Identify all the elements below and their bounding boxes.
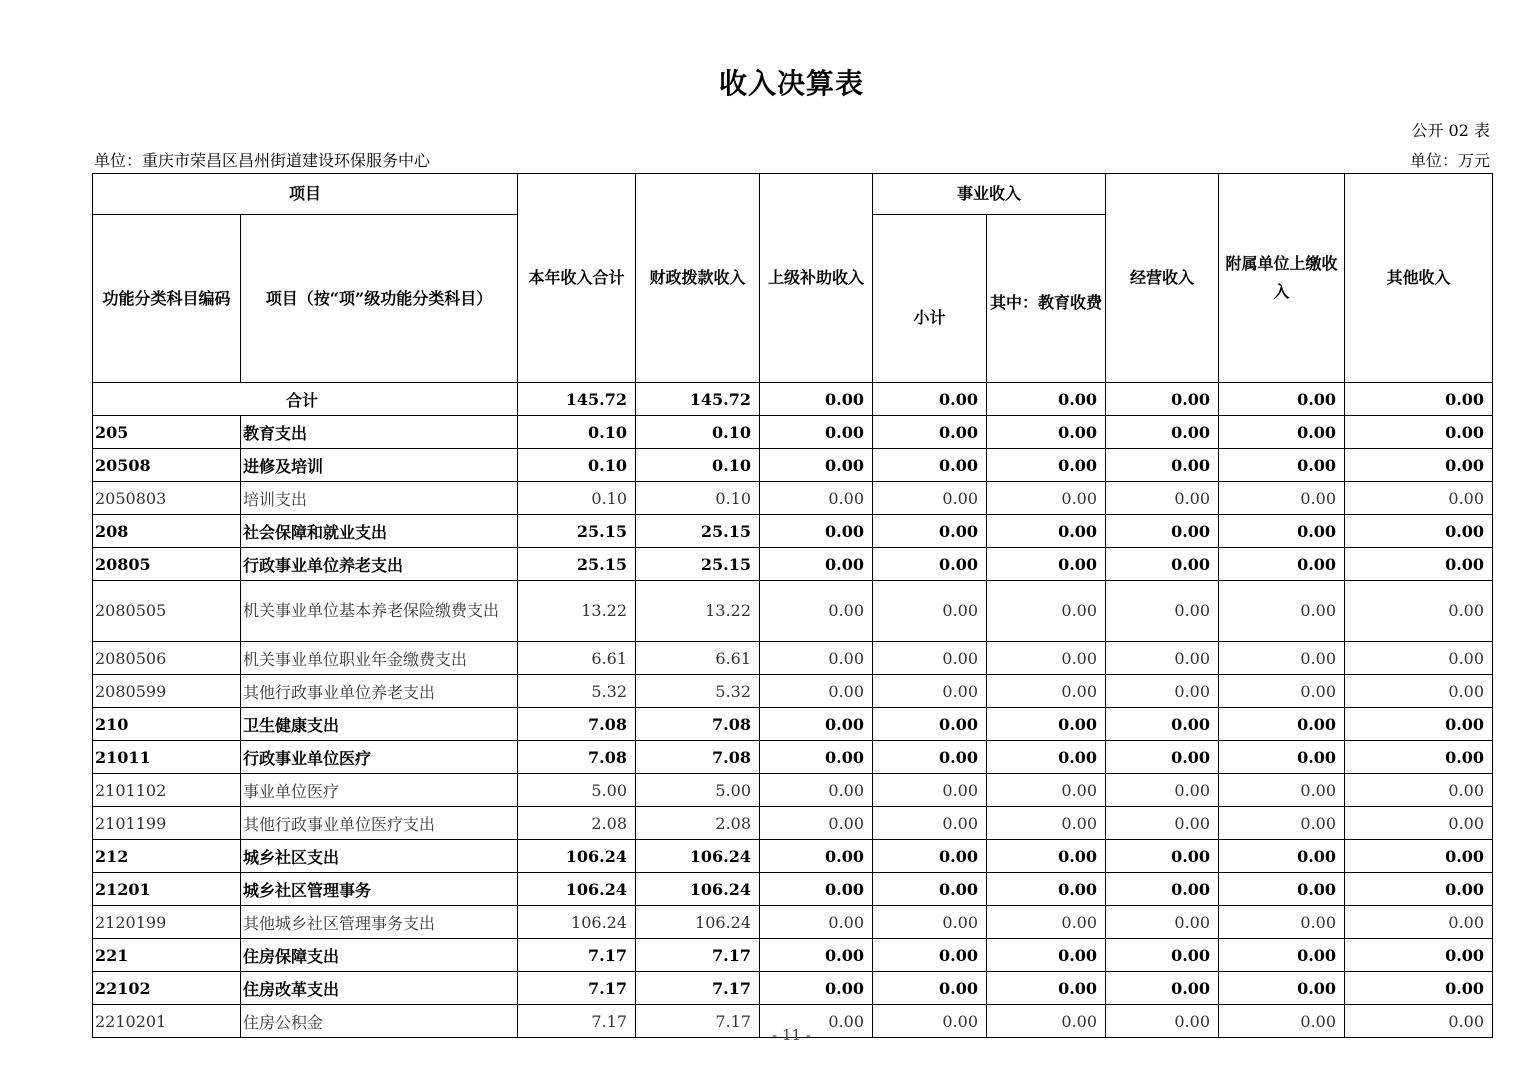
header-education-fees: 其中：教育收费 bbox=[987, 215, 1106, 383]
amount-cell: 0.00 bbox=[987, 449, 1106, 482]
amount-cell: 0.00 bbox=[1106, 708, 1219, 741]
function-name-cell: 住房公积金 bbox=[241, 1005, 518, 1038]
amount-cell: 0.00 bbox=[1106, 741, 1219, 774]
amount-cell: 0.00 bbox=[760, 482, 873, 515]
amount-cell: 0.00 bbox=[760, 939, 873, 972]
amount-cell: 0.00 bbox=[760, 840, 873, 873]
header-other-income: 其他收入 bbox=[1345, 174, 1493, 383]
table-row bbox=[93, 807, 1493, 840]
function-code-cell: 2120199 bbox=[93, 906, 241, 939]
function-code-cell: 212 bbox=[93, 840, 241, 873]
form-number: 公开 02 表 bbox=[1411, 121, 1490, 140]
amount-cell: 0.00 bbox=[987, 741, 1106, 774]
amount-cell: 0.00 bbox=[873, 807, 987, 840]
amount-cell: 13.22 bbox=[636, 581, 760, 642]
amount-cell: 0.00 bbox=[1219, 449, 1345, 482]
amount-cell: 0.00 bbox=[1345, 515, 1493, 548]
amount-cell: 0.00 bbox=[1219, 1005, 1345, 1038]
amount-cell: 0.00 bbox=[760, 581, 873, 642]
amount-cell: 0.00 bbox=[1219, 972, 1345, 1005]
amount-cell: 0.00 bbox=[1345, 708, 1493, 741]
currency-unit: 单位：万元 bbox=[1409, 151, 1490, 170]
table-row bbox=[93, 774, 1493, 807]
amount-cell: 25.15 bbox=[636, 515, 760, 548]
amount-cell: 0.00 bbox=[873, 708, 987, 741]
amount-cell: 0.00 bbox=[760, 774, 873, 807]
amount-cell: 7.08 bbox=[518, 741, 636, 774]
amount-cell: 0.10 bbox=[518, 482, 636, 515]
function-name-cell: 其他城乡社区管理事务支出 bbox=[241, 906, 518, 939]
header-business-income: 事业收入 bbox=[873, 174, 1106, 215]
amount-cell: 2.08 bbox=[518, 807, 636, 840]
table-row bbox=[93, 548, 1493, 581]
function-code-cell: 21011 bbox=[93, 741, 241, 774]
table-row bbox=[93, 642, 1493, 675]
header-operating-income: 经营收入 bbox=[1106, 174, 1219, 383]
amount-cell: 0.00 bbox=[1345, 873, 1493, 906]
amount-cell: 7.08 bbox=[518, 708, 636, 741]
function-name-cell: 行政事业单位医疗 bbox=[241, 741, 518, 774]
amount-cell: 106.24 bbox=[518, 840, 636, 873]
function-code-cell: 21201 bbox=[93, 873, 241, 906]
header-function-code: 功能分类科目编码 bbox=[93, 215, 241, 383]
amount-cell: 0.00 bbox=[987, 548, 1106, 581]
total-cell: 145.72 bbox=[518, 383, 636, 416]
function-code-cell: 20508 bbox=[93, 449, 241, 482]
table-row bbox=[93, 675, 1493, 708]
function-code-cell: 20805 bbox=[93, 548, 241, 581]
function-name-cell: 行政事业单位养老支出 bbox=[241, 548, 518, 581]
amount-cell: 0.00 bbox=[760, 416, 873, 449]
amount-cell: 0.00 bbox=[873, 873, 987, 906]
amount-cell: 6.61 bbox=[518, 642, 636, 675]
amount-cell: 0.00 bbox=[1345, 675, 1493, 708]
function-code-cell: 2080506 bbox=[93, 642, 241, 675]
amount-cell: 0.00 bbox=[987, 873, 1106, 906]
amount-cell: 0.00 bbox=[1106, 416, 1219, 449]
function-code-cell: 2101102 bbox=[93, 774, 241, 807]
amount-cell: 0.00 bbox=[987, 482, 1106, 515]
amount-cell: 7.08 bbox=[636, 741, 760, 774]
amount-cell: 0.10 bbox=[518, 416, 636, 449]
amount-cell: 0.00 bbox=[1106, 939, 1219, 972]
amount-cell: 0.00 bbox=[873, 774, 987, 807]
amount-cell: 0.00 bbox=[1219, 741, 1345, 774]
amount-cell: 0.00 bbox=[873, 416, 987, 449]
amount-cell: 0.00 bbox=[987, 416, 1106, 449]
function-code-cell: 2210201 bbox=[93, 1005, 241, 1038]
function-code-cell: 2080599 bbox=[93, 675, 241, 708]
function-code-cell: 2101199 bbox=[93, 807, 241, 840]
amount-cell: 0.00 bbox=[760, 449, 873, 482]
page-title: 收入决算表 bbox=[718, 67, 864, 100]
amount-cell: 0.00 bbox=[1219, 416, 1345, 449]
function-name-cell: 教育支出 bbox=[241, 416, 518, 449]
header-affiliated-income: 附属单位上缴收入 bbox=[1219, 174, 1345, 383]
amount-cell: 0.00 bbox=[760, 741, 873, 774]
header-function-name: 项目（按“项”级功能分类科目） bbox=[241, 215, 518, 383]
amount-cell: 5.00 bbox=[518, 774, 636, 807]
amount-cell: 7.17 bbox=[518, 939, 636, 972]
table-row bbox=[93, 906, 1493, 939]
amount-cell: 0.00 bbox=[1345, 1005, 1493, 1038]
amount-cell: 0.00 bbox=[987, 906, 1106, 939]
function-code-cell: 208 bbox=[93, 515, 241, 548]
function-name-cell: 机关事业单位基本养老保险缴费支出 bbox=[241, 581, 518, 642]
amount-cell: 0.00 bbox=[1219, 906, 1345, 939]
amount-cell: 0.00 bbox=[873, 515, 987, 548]
amount-cell: 0.00 bbox=[873, 1005, 987, 1038]
amount-cell: 7.17 bbox=[518, 972, 636, 1005]
amount-cell: 0.00 bbox=[987, 840, 1106, 873]
function-name-cell: 机关事业单位职业年金缴费支出 bbox=[241, 642, 518, 675]
total-cell: 0.00 bbox=[1345, 383, 1493, 416]
table-row bbox=[93, 840, 1493, 873]
amount-cell: 0.00 bbox=[1219, 548, 1345, 581]
amount-cell: 0.00 bbox=[1106, 906, 1219, 939]
table-row bbox=[93, 873, 1493, 906]
table-row bbox=[93, 972, 1493, 1005]
amount-cell: 0.00 bbox=[1345, 906, 1493, 939]
amount-cell: 6.61 bbox=[636, 642, 760, 675]
amount-cell: 0.00 bbox=[1219, 840, 1345, 873]
function-name-cell: 城乡社区支出 bbox=[241, 840, 518, 873]
amount-cell: 0.00 bbox=[873, 906, 987, 939]
amount-cell: 7.17 bbox=[636, 972, 760, 1005]
amount-cell: 0.10 bbox=[636, 416, 760, 449]
amount-cell: 0.00 bbox=[873, 741, 987, 774]
amount-cell: 0.00 bbox=[1219, 515, 1345, 548]
amount-cell: 0.00 bbox=[1345, 972, 1493, 1005]
amount-cell: 25.15 bbox=[518, 515, 636, 548]
amount-cell: 0.00 bbox=[760, 548, 873, 581]
amount-cell: 0.00 bbox=[760, 515, 873, 548]
amount-cell: 106.24 bbox=[636, 873, 760, 906]
amount-cell: 0.00 bbox=[1106, 581, 1219, 642]
function-name-cell: 住房改革支出 bbox=[241, 972, 518, 1005]
amount-cell: 0.00 bbox=[1345, 642, 1493, 675]
amount-cell: 0.00 bbox=[1219, 482, 1345, 515]
amount-cell: 0.00 bbox=[1106, 642, 1219, 675]
amount-cell: 0.00 bbox=[1345, 449, 1493, 482]
amount-cell: 5.00 bbox=[636, 774, 760, 807]
header-superior-subsidy: 上级补助收入 bbox=[760, 174, 873, 383]
amount-cell: 0.00 bbox=[873, 642, 987, 675]
amount-cell: 0.00 bbox=[873, 581, 987, 642]
table-row bbox=[93, 416, 1493, 449]
amount-cell: 7.17 bbox=[518, 1005, 636, 1038]
table-row bbox=[93, 449, 1493, 482]
amount-cell: 0.00 bbox=[987, 1005, 1106, 1038]
table-row bbox=[93, 581, 1493, 642]
amount-cell: 0.00 bbox=[1106, 482, 1219, 515]
amount-cell: 0.00 bbox=[760, 807, 873, 840]
amount-cell: 0.00 bbox=[873, 548, 987, 581]
amount-cell: 0.00 bbox=[873, 675, 987, 708]
function-code-cell: 210 bbox=[93, 708, 241, 741]
amount-cell: 0.00 bbox=[1106, 972, 1219, 1005]
page-number: - 11 - bbox=[772, 1026, 811, 1044]
amount-cell: 0.00 bbox=[873, 972, 987, 1005]
function-name-cell: 培训支出 bbox=[241, 482, 518, 515]
amount-cell: 106.24 bbox=[518, 873, 636, 906]
total-cell: 0.00 bbox=[1219, 383, 1345, 416]
amount-cell: 7.17 bbox=[636, 1005, 760, 1038]
total-label: 合计 bbox=[93, 383, 518, 416]
header-subtotal: 小计 bbox=[873, 215, 987, 383]
amount-cell: 25.15 bbox=[518, 548, 636, 581]
amount-cell: 0.00 bbox=[1345, 741, 1493, 774]
amount-cell: 13.22 bbox=[518, 581, 636, 642]
amount-cell: 5.32 bbox=[518, 675, 636, 708]
total-cell: 145.72 bbox=[636, 383, 760, 416]
total-cell: 0.00 bbox=[1106, 383, 1219, 416]
function-code-cell: 2050803 bbox=[93, 482, 241, 515]
total-cell: 0.00 bbox=[873, 383, 987, 416]
amount-cell: 0.00 bbox=[987, 675, 1106, 708]
function-code-cell: 221 bbox=[93, 939, 241, 972]
function-code-cell: 205 bbox=[93, 416, 241, 449]
amount-cell: 0.00 bbox=[1106, 515, 1219, 548]
function-name-cell: 事业单位医疗 bbox=[241, 774, 518, 807]
function-code-cell: 2080505 bbox=[93, 581, 241, 642]
total-cell: 0.00 bbox=[760, 383, 873, 416]
function-name-cell: 卫生健康支出 bbox=[241, 708, 518, 741]
amount-cell: 0.00 bbox=[1345, 939, 1493, 972]
function-name-cell: 住房保障支出 bbox=[241, 939, 518, 972]
amount-cell: 0.00 bbox=[1106, 675, 1219, 708]
total-cell: 0.00 bbox=[987, 383, 1106, 416]
amount-cell: 0.00 bbox=[1219, 774, 1345, 807]
amount-cell: 0.00 bbox=[1219, 939, 1345, 972]
income-final-accounts-table bbox=[92, 173, 1493, 1038]
amount-cell: 0.10 bbox=[636, 449, 760, 482]
amount-cell: 0.00 bbox=[1106, 548, 1219, 581]
table-row bbox=[93, 741, 1493, 774]
amount-cell: 0.00 bbox=[1106, 1005, 1219, 1038]
amount-cell: 0.00 bbox=[987, 807, 1106, 840]
amount-cell: 7.08 bbox=[636, 708, 760, 741]
amount-cell: 7.17 bbox=[636, 939, 760, 972]
amount-cell: 25.15 bbox=[636, 548, 760, 581]
amount-cell: 0.00 bbox=[1106, 873, 1219, 906]
amount-cell: 0.10 bbox=[518, 449, 636, 482]
function-name-cell: 社会保障和就业支出 bbox=[241, 515, 518, 548]
function-name-cell: 其他行政事业单位养老支出 bbox=[241, 675, 518, 708]
amount-cell: 0.00 bbox=[760, 972, 873, 1005]
table-row bbox=[93, 515, 1493, 548]
amount-cell: 0.00 bbox=[1219, 675, 1345, 708]
amount-cell: 0.10 bbox=[636, 482, 760, 515]
amount-cell: 0.00 bbox=[987, 972, 1106, 1005]
function-name-cell: 城乡社区管理事务 bbox=[241, 873, 518, 906]
amount-cell: 0.00 bbox=[1345, 482, 1493, 515]
amount-cell: 0.00 bbox=[760, 675, 873, 708]
amount-cell: 106.24 bbox=[518, 906, 636, 939]
header-fiscal-appropriation: 财政拨款收入 bbox=[636, 174, 760, 383]
table-row bbox=[93, 939, 1493, 972]
amount-cell: 0.00 bbox=[1219, 581, 1345, 642]
amount-cell: 0.00 bbox=[873, 449, 987, 482]
amount-cell: 0.00 bbox=[1219, 873, 1345, 906]
amount-cell: 0.00 bbox=[760, 873, 873, 906]
amount-cell: 106.24 bbox=[636, 906, 760, 939]
amount-cell: 0.00 bbox=[1106, 840, 1219, 873]
amount-cell: 0.00 bbox=[873, 482, 987, 515]
amount-cell: 0.00 bbox=[1345, 581, 1493, 642]
amount-cell: 0.00 bbox=[1219, 708, 1345, 741]
amount-cell: 0.00 bbox=[760, 906, 873, 939]
header-total-income: 本年收入合计 bbox=[518, 174, 636, 383]
total-row bbox=[93, 383, 1493, 416]
amount-cell: 106.24 bbox=[636, 840, 760, 873]
amount-cell: 0.00 bbox=[1106, 774, 1219, 807]
table-row bbox=[93, 708, 1493, 741]
amount-cell: 0.00 bbox=[1345, 548, 1493, 581]
amount-cell: 0.00 bbox=[987, 642, 1106, 675]
amount-cell: 0.00 bbox=[873, 840, 987, 873]
amount-cell: 5.32 bbox=[636, 675, 760, 708]
amount-cell: 0.00 bbox=[1106, 449, 1219, 482]
function-name-cell: 其他行政事业单位医疗支出 bbox=[241, 807, 518, 840]
amount-cell: 0.00 bbox=[760, 1005, 873, 1038]
amount-cell: 0.00 bbox=[1219, 807, 1345, 840]
amount-cell: 0.00 bbox=[987, 708, 1106, 741]
amount-cell: 0.00 bbox=[760, 642, 873, 675]
amount-cell: 0.00 bbox=[1345, 840, 1493, 873]
amount-cell: 0.00 bbox=[987, 774, 1106, 807]
amount-cell: 0.00 bbox=[987, 581, 1106, 642]
amount-cell: 0.00 bbox=[760, 708, 873, 741]
amount-cell: 0.00 bbox=[873, 939, 987, 972]
amount-cell: 0.00 bbox=[1345, 774, 1493, 807]
amount-cell: 0.00 bbox=[1106, 807, 1219, 840]
amount-cell: 0.00 bbox=[1219, 642, 1345, 675]
amount-cell: 0.00 bbox=[987, 939, 1106, 972]
function-code-cell: 22102 bbox=[93, 972, 241, 1005]
table-row bbox=[93, 482, 1493, 515]
header-project: 项目 bbox=[93, 174, 518, 215]
function-name-cell: 进修及培训 bbox=[241, 449, 518, 482]
amount-cell: 0.00 bbox=[987, 515, 1106, 548]
unit-name: 单位：重庆市荣昌区昌州街道建设环保服务中心 bbox=[94, 151, 431, 170]
amount-cell: 2.08 bbox=[636, 807, 760, 840]
amount-cell: 0.00 bbox=[1345, 807, 1493, 840]
amount-cell: 0.00 bbox=[1345, 416, 1493, 449]
